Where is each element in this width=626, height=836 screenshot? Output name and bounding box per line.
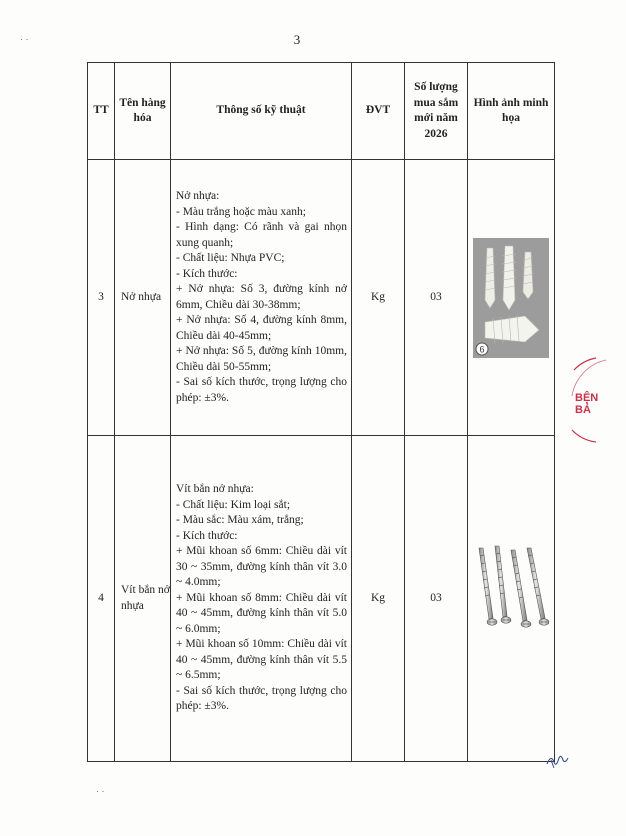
spec-line: + Nở nhựa: Số 5, đường kính 10mm, Chiều dài 50-55mm; <box>176 345 347 373</box>
spec-line: + Nở nhựa: Số 3, đường kính nở 6mm, Chiều dài 30-38mm; <box>176 283 347 311</box>
spec-line: Nở nhựa: <box>176 190 220 202</box>
header-unit: ĐVT <box>352 63 405 160</box>
spec-line: - Kích thước: <box>176 267 238 280</box>
row-name: Nở nhựa <box>115 160 171 436</box>
row-image-cell <box>468 160 555 436</box>
spec-line: - Sai số kích thước, trọng lượng cho phép: ±3%. <box>176 684 347 713</box>
spec-line: - Màu trắng hoặc màu xanh; <box>176 205 306 218</box>
spec-line: Vít bắn nở nhựa: <box>176 483 254 496</box>
page-number: 3 <box>293 32 301 47</box>
scan-speck: · · <box>96 786 105 796</box>
image-badge: 6 <box>479 344 485 354</box>
product-spec-table <box>87 62 555 762</box>
header-spec: Thông số kỹ thuật <box>171 63 352 160</box>
row-spec <box>171 436 352 762</box>
spec-line: + Mũi khoan số 6mm: Chiều dài vít 30 ~ 35mm, đường kính thân vít 3.0 ~ 4.0mm; <box>176 545 347 589</box>
header-image: Hình ảnh minh họa <box>468 63 555 160</box>
spec-line: - Sai số kích thước, trọng lượng cho phép: ±3%. <box>176 376 347 404</box>
row-spec <box>171 160 352 436</box>
table-row <box>88 160 555 436</box>
stamp-line: BỆN <box>575 392 599 404</box>
spec-line: - Chất liệu: Nhựa PVC; <box>176 252 285 264</box>
stamp-text <box>575 392 598 416</box>
row-tt: 3 <box>88 160 115 436</box>
spec-line: - Hình dạng: Có rãnh và gai nhọn xung quanh; <box>176 221 347 249</box>
table-row <box>88 436 555 762</box>
row-image-cell <box>468 436 555 762</box>
table-header-row <box>88 63 555 160</box>
screws-image <box>468 544 554 654</box>
row-qty: 03 <box>405 160 468 436</box>
spec-line: - Màu sắc: Màu xám, trắng; <box>176 514 304 527</box>
header-name: Tên hàng hóa <box>115 63 171 160</box>
signature-scribble <box>545 752 569 770</box>
stamp-line: BẢ <box>575 404 591 416</box>
spec-line: - Kích thước: <box>176 529 238 542</box>
spec-line: + Mũi khoan số 8mm: Chiều dài vít 40 ~ 45mm, đường kính thân vít 5.0 ~ 6.0mm; <box>176 591 347 635</box>
spec-line: + Nở nhựa: Số 4, đường kính 8mm, Chiều dài 40-45mm; <box>176 314 347 342</box>
header-tt: TT <box>88 63 115 160</box>
row-tt: 4 <box>88 436 115 762</box>
row-unit: Kg <box>352 160 405 436</box>
plastic-anchor-image <box>468 238 554 358</box>
scan-speck: · · <box>20 34 29 44</box>
row-qty: 03 <box>405 436 468 762</box>
row-unit: Kg <box>352 436 405 762</box>
header-qty: Số lượng mua sắm mới năm 2026 <box>405 63 468 160</box>
spec-line: - Chất liệu: Kim loại sắt; <box>176 498 291 511</box>
row-name: Vít bắn nở nhựa <box>115 436 171 762</box>
spec-line: + Mũi khoan số 10mm: Chiều dài vít 40 ~ 45mm, đường kính thân vít 5.5 ~ 6.5mm; <box>176 638 347 682</box>
